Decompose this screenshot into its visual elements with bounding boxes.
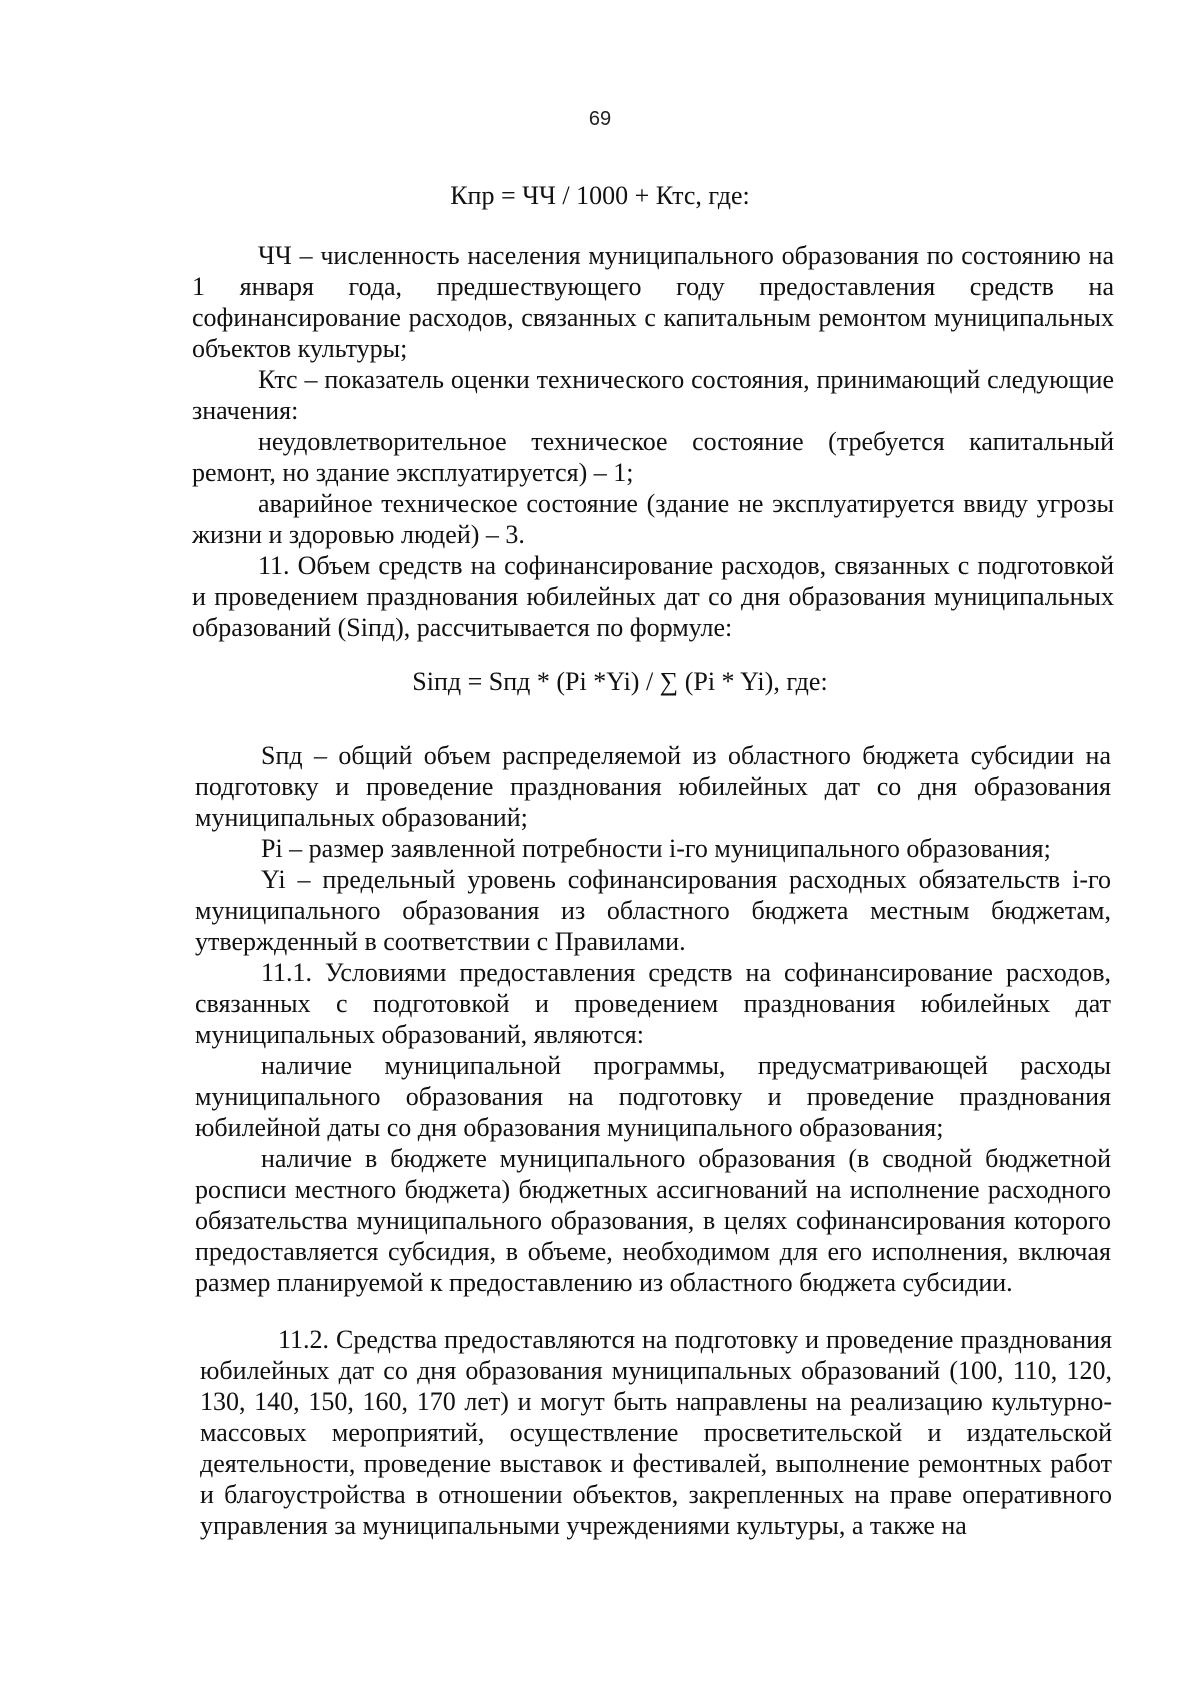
paragraph-11: 11. Объем средств на софинансирование расходов, связанных с подготовкой и проведением празднования юбилейных дат со дня образования муниципальных образований (Siпд), рассчитывается по формуле: xyxy=(192,551,1114,642)
paragraph-11-1: 11.1. Условиями предоставления средств на софинансирование расходов, связанных с подготовкой и проведением празднования юбилейных дат муниципальных образований, являются: xyxy=(195,958,1111,1049)
definitions-block-1 xyxy=(192,240,1114,643)
definition-kts: Ктс – показатель оценки технического состояния, принимающий следующие значения: xyxy=(192,365,1114,425)
page-number: 69 xyxy=(588,108,612,130)
definition-pi: Pi – размер заявленной потребности i-го муниципального образования; xyxy=(261,834,1051,863)
definition-spd: Sпд – общий объем распределяемой из областного бюджета субсидии на подготовку и проведение празднования юбилейных дат со дня образования муниципальных образований; xyxy=(195,741,1111,832)
kts-value-emergency: аварийное техническое состояние (здание не эксплуатируется ввиду угрозы жизни и здоровью людей) – 3. xyxy=(192,489,1114,549)
definitions-block-2 xyxy=(195,740,1111,1298)
definition-yi: Yi – предельный уровень софинансирования расходных обязательств i-го муниципального образования из областного бюджета местным бюджетам, утвержденный в соответствии с Правилами. xyxy=(195,865,1111,956)
formula-sipd: Siпд = Sпд * (Pi *Yi) / ∑ (Pi * Yi), где: xyxy=(412,667,828,696)
paragraph-11-2-block xyxy=(200,1324,1112,1541)
formula-kpr: Кпр = ЧЧ / 1000 + Ктс, где: xyxy=(450,181,750,210)
paragraph-11-2: 11.2. Средства предоставляются на подготовку и проведение празднования юбилейных дат со дня образования муниципальных образований (100, 110, 120, 130, 140, 150, 160, 170 лет) и могут быть направлены на реализацию культурно-массовых мероприятий, осуществление просветительской и издательской деятельности, проведение выставок и фестивалей, выполнение ремонтных работ и благоустройства в отношении объектов, закрепленных на праве оперативного управления за муниципальными учреждениями культуры, а также на xyxy=(200,1325,1112,1540)
condition-program: наличие муниципальной программы, предусматривающей расходы муниципального образования на подготовку и проведение празднования юбилейной даты со дня образования муниципального образования; xyxy=(195,1051,1111,1142)
kts-value-unsatisfactory: неудовлетворительное техническое состояние (требуется капитальный ремонт, но здание эксплуатируется) – 1; xyxy=(192,427,1114,487)
definition-chch: ЧЧ – численность населения муниципального образования по состоянию на 1 января года, предшествующего году предоставления средств на софинансирование расходов, связанных с капитальным ремонтом муниципальных объектов культуры; xyxy=(192,241,1114,363)
condition-budget: наличие в бюджете муниципального образования (в сводной бюджетной росписи местного бюджета) бюджетных ассигнований на исполнение расходного обязательства муниципального образования, в целях софинансирования которого предоставляется субсидия, в объеме, необходимом для его исполнения, включая размер планируемой к предоставлению из областного бюджета субсидии. xyxy=(195,1144,1111,1297)
